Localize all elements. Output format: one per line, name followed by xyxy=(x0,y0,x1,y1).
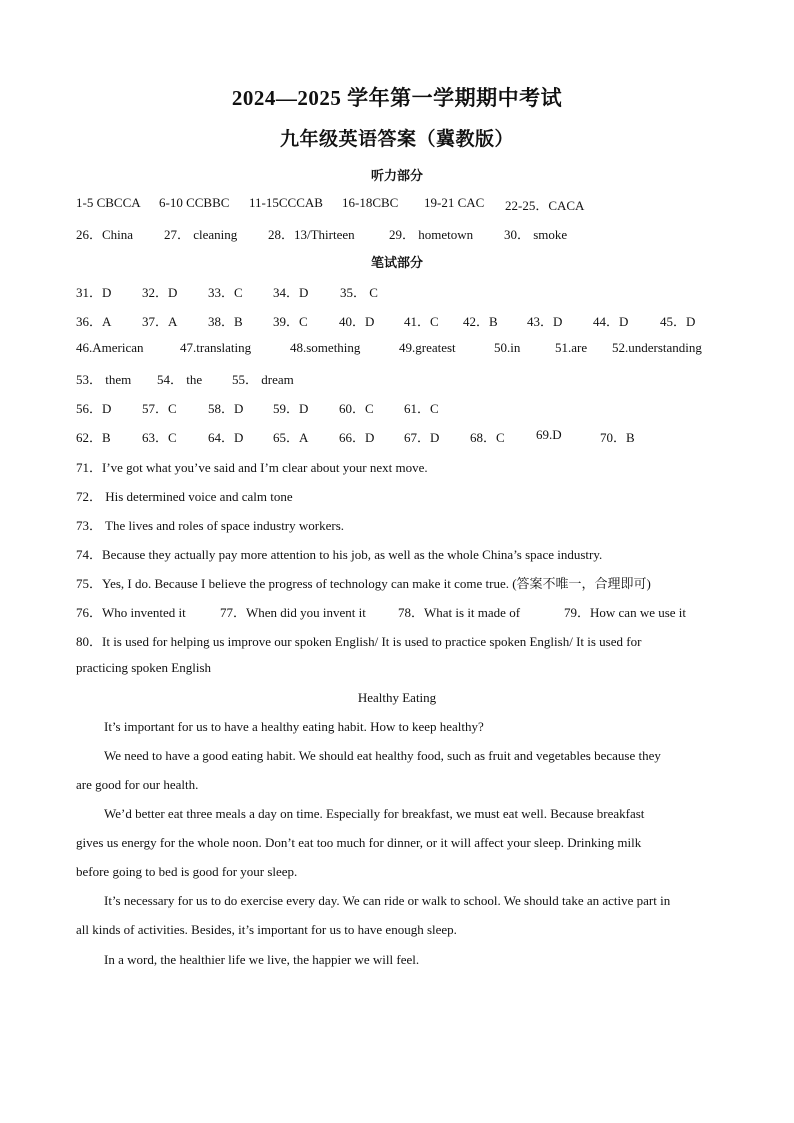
answer-item: 28．13/Thirteen xyxy=(268,227,355,242)
essay-title: Healthy Eating xyxy=(357,690,437,705)
answer-item: 56．D xyxy=(76,401,112,416)
answer-item: 45．D xyxy=(660,314,696,329)
answer-item: 29． hometown xyxy=(389,227,474,242)
essay-line: all kinds of activities. Besides, it’s important for us to have enough sleep. xyxy=(76,922,457,937)
answer-group: 19-21 CAC xyxy=(424,195,485,210)
answer-item: 46.American xyxy=(76,340,144,355)
answer-item: 63．C xyxy=(142,430,177,445)
answer-item: 30． smoke xyxy=(504,227,568,242)
answer-item: 65．A xyxy=(273,430,309,445)
written-section-heading: 笔试部分 xyxy=(370,255,423,270)
answer-80-line-1: 80．It is used for helping us improve our spoken English/ It is used to practice spoken English/ It is used for xyxy=(76,634,642,649)
answer-group: 22-25．CACA xyxy=(505,198,585,213)
answer-item: 55． dream xyxy=(232,372,294,387)
answer-74: 74．Because they actually pay more attention to his job, as well as the whole China’s space industry. xyxy=(76,547,603,562)
answer-item: 32．D xyxy=(142,285,178,300)
essay-line: before going to bed is good for your sleep. xyxy=(76,864,298,879)
answer-item: 27． cleaning xyxy=(164,227,238,242)
answer-group: 1-5 CBCCA xyxy=(76,195,141,210)
essay-line: are good for our health. xyxy=(76,777,199,792)
answer-item: 68．C xyxy=(470,430,505,445)
answer-item: 67．D xyxy=(404,430,440,445)
answer-item: 69.D xyxy=(536,427,562,442)
answer-item: 41．C xyxy=(404,314,439,329)
answer-item: 70．B xyxy=(600,430,635,445)
answer-item: 60．C xyxy=(339,401,374,416)
answer-item: 35． C xyxy=(340,285,378,300)
answer-item: 79．How can we use it xyxy=(564,605,687,620)
answer-item: 26．China xyxy=(76,227,134,242)
page-subtitle: 九年级英语答案（冀教版） xyxy=(279,129,514,150)
essay-line: gives us energy for the whole noon. Don’t eat too much for dinner, or it will affect your sleep. Drinking milk xyxy=(76,835,642,850)
answer-item: 44．D xyxy=(593,314,629,329)
listening-section-heading: 听力部分 xyxy=(370,168,423,183)
answer-item: 78．What is it made of xyxy=(398,605,521,620)
answer-item: 33．C xyxy=(208,285,243,300)
answer-group: 6-10 CCBBC xyxy=(159,195,230,210)
answer-item: 57．C xyxy=(142,401,177,416)
answer-item: 54． the xyxy=(157,372,203,387)
essay-line: It’s important for us to have a healthy eating habit. How to keep healthy? xyxy=(104,719,484,734)
answer-item: 49.greatest xyxy=(399,340,456,355)
answer-item: 37．A xyxy=(142,314,178,329)
answer-item: 61．C xyxy=(404,401,439,416)
answer-item: 50.in xyxy=(494,340,521,355)
answer-item: 36．A xyxy=(76,314,112,329)
answer-item: 43．D xyxy=(527,314,563,329)
answer-75: 75．Yes, I do. Because I believe the progress of technology can make it come true. (答案不唯一，合理即可) xyxy=(76,576,651,591)
essay-line: We need to have a good eating habit. We should eat healthy food, such as fruit and vegetables because they xyxy=(104,748,661,763)
answer-item: 40．D xyxy=(339,314,375,329)
answer-item: 51.are xyxy=(555,340,588,355)
essay-line: We’d better eat three meals a day on time. Especially for breakfast, we must eat well. Because breakfast xyxy=(104,806,645,821)
page-title: 2024—2025 学年第一学期期中考试 xyxy=(231,86,563,110)
answer-item: 48.something xyxy=(290,340,361,355)
answer-item: 64．D xyxy=(208,430,244,445)
answer-72: 72． His determined voice and calm tone xyxy=(76,489,293,504)
answer-71: 71．I’ve got what you’ve said and I’m clear about your next move. xyxy=(76,460,428,475)
answer-item: 34．D xyxy=(273,285,309,300)
answer-item: 53． them xyxy=(76,372,132,387)
answer-item: 42．B xyxy=(463,314,498,329)
answer-group: 16-18CBC xyxy=(342,195,399,210)
answer-group: 11-15CCCAB xyxy=(249,195,323,210)
answer-item: 39．C xyxy=(273,314,308,329)
answer-item: 62．B xyxy=(76,430,111,445)
answer-item: 59．D xyxy=(273,401,309,416)
answer-item: 77．When did you invent it xyxy=(220,605,366,620)
essay-line: In a word, the healthier life we live, the happier we will feel. xyxy=(104,952,420,967)
answer-item: 52.understanding xyxy=(612,340,702,355)
answer-80-line-2: practicing spoken English xyxy=(76,660,212,675)
answer-item: 47.translating xyxy=(180,340,252,355)
essay-line: It’s necessary for us to do exercise every day. We can ride or walk to school. We should take an active part in xyxy=(104,893,671,908)
answer-item: 66．D xyxy=(339,430,375,445)
answer-item: 76．Who invented it xyxy=(76,605,186,620)
answer-item: 58．D xyxy=(208,401,244,416)
answer-item: 38．B xyxy=(208,314,243,329)
answer-item: 31．D xyxy=(76,285,112,300)
answer-73: 73． The lives and roles of space industry workers. xyxy=(76,518,345,533)
